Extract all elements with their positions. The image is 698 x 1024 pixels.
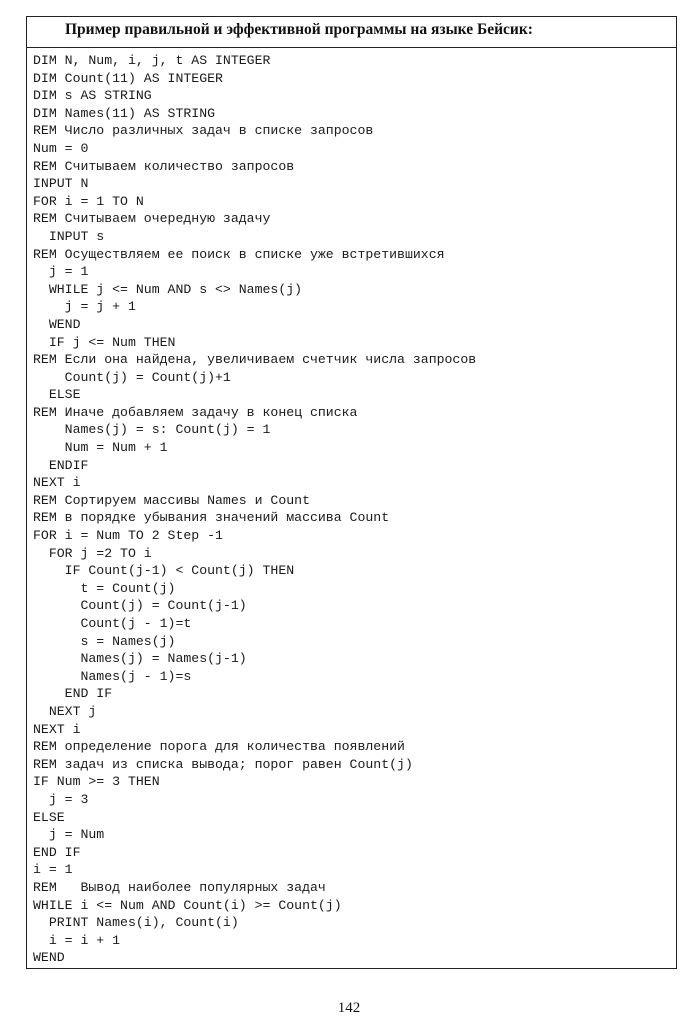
page-heading: Пример правильной и эффективной программы на языке Бейсик:: [65, 21, 533, 38]
code-line: DIM N, Num, i, j, t AS INTEGER: [33, 53, 271, 68]
code-line: REM Осуществляем ее поиск в списке уже встретившихся: [33, 246, 445, 262]
code-line: REM определение порога для количества появлений: [33, 739, 405, 755]
code-line: IF Num >= 3 THEN: [33, 774, 160, 790]
code-line: END IF: [33, 844, 81, 860]
code-line: REM Число различных задач в списке запросов: [33, 123, 374, 139]
code-line: Count(j) = Count(j-1): [33, 598, 247, 614]
code-line: FOR i = Num TO 2 Step -1: [33, 528, 223, 544]
code-line: NEXT i: [33, 475, 81, 491]
code-line: DIM Names(11) AS STRING: [33, 105, 216, 121]
code-line: FOR j =2 TO i: [33, 545, 152, 561]
code-line: DIM s AS STRING: [33, 88, 152, 104]
code-line: IF Count(j-1) < Count(j) THEN: [33, 563, 295, 579]
code-line: REM задач из списка вывода; порог равен Count(j): [33, 756, 413, 772]
code-line: Num = 0: [33, 140, 89, 156]
program-frame: [26, 16, 677, 969]
basic-code-listing: [33, 52, 672, 967]
code-line: ELSE: [33, 809, 65, 825]
code-line: NEXT j: [33, 703, 97, 719]
code-line: j = 3: [33, 791, 89, 807]
code-line: NEXT i: [33, 721, 81, 737]
code-line: j = 1: [33, 264, 89, 280]
code-line: PRINT Names(i), Count(i): [33, 915, 239, 931]
code-line: REM Если она найдена, увеличиваем счетчик числа запросов: [33, 352, 477, 368]
code-line: i = 1: [33, 862, 73, 878]
code-line: s = Names(j): [33, 633, 176, 649]
page-number: 142: [337, 1000, 361, 1016]
code-line: REM Вывод наиболее популярных задач: [33, 879, 326, 895]
code-line: REM Иначе добавляем задачу в конец списка: [33, 404, 358, 420]
code-line: ENDIF: [33, 457, 89, 473]
code-line: REM в порядке убывания значений массива Count: [33, 510, 390, 526]
code-line: Count(j - 1)=t: [33, 616, 192, 631]
code-line: WHILE j <= Num AND s <> Names(j): [33, 281, 303, 297]
code-line: DIM Count(11) AS INTEGER: [33, 70, 223, 86]
code-line: j = j + 1: [33, 299, 136, 315]
code-line: FOR i = 1 TO N: [33, 193, 144, 209]
heading-row: [27, 17, 676, 48]
code-line: Names(j) = s: Count(j) = 1: [33, 422, 271, 438]
code-line: INPUT N: [33, 176, 89, 192]
code-line: REM Считываем очередную задачу: [33, 211, 271, 227]
code-line: Num = Num + 1: [33, 440, 168, 456]
code-line: INPUT s: [33, 228, 105, 244]
code-line: IF j <= Num THEN: [33, 334, 176, 350]
code-line: Names(j - 1)=s: [33, 668, 192, 684]
code-line: Names(j) = Names(j-1): [33, 651, 247, 667]
code-line: i = i + 1: [33, 932, 121, 948]
code-line: REM Сортируем массивы Names и Count: [33, 492, 310, 508]
code-line: Count(j) = Count(j)+1: [33, 369, 231, 385]
code-line: WEND: [33, 316, 81, 332]
code-line: t = Count(j): [33, 580, 176, 596]
code-line: END IF: [33, 686, 113, 702]
code-line: REM Считываем количество запросов: [33, 158, 295, 174]
code-line: j = Num: [33, 827, 105, 843]
code-line: WHILE i <= Num AND Count(i) >= Count(j): [33, 897, 342, 913]
code-line: ELSE: [33, 387, 81, 403]
code-line: WEND: [33, 950, 65, 966]
